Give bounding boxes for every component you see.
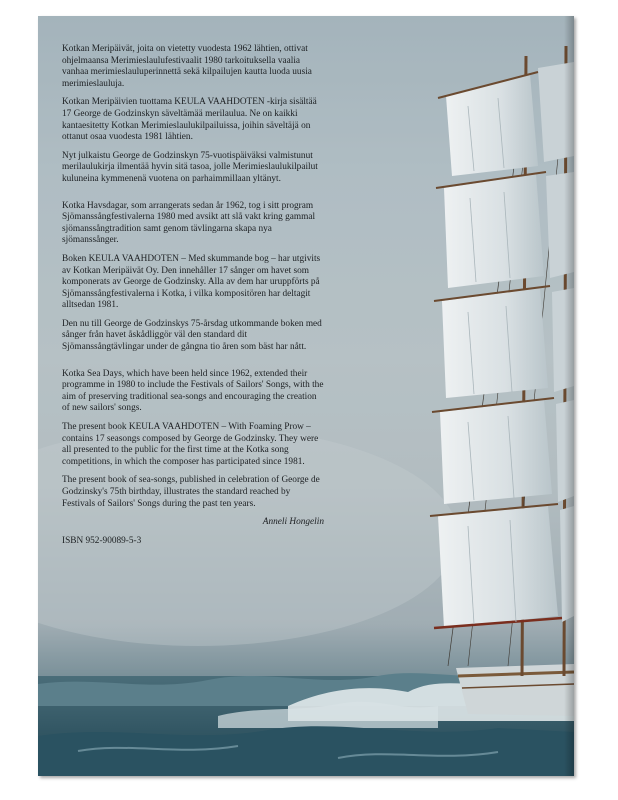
spine-shadow [564, 16, 574, 776]
swedish-paragraph-2: Boken KEULA VAAHDOTEN – Med skummande bog – har utgivits av Kotkan Meripäivät Oy. Den innehåller 17 sånger om havet som komponerats av George de Godzinsky. Alla av dem har uruppförts på Sjömanssångfestivalerna i Kotka, i vilka kompositören har deltagit alltsedan 1981. [62, 253, 321, 311]
finnish-paragraph-1: Kotkan Meripäivät, joita on vietetty vuodesta 1962 lähtien, ottivat ohjelmaansa Merimieslaulufestivaalit 1980 tarkoituksella vaalia vanhaa merimieslauluperinnettä sekä kilpailujen kautta luoda uusia merimieslauluja. [62, 44, 312, 89]
finnish-paragraph-3: Nyt julkaistu George de Godzinskyn 75-vuotispäiväksi valmistunut merilaulukirja ilmentää hyvin sitä tasoa, jolle Merimieslaulukilpailut kuluneina kymmenenä vuotena on parhaimmillaan yltänyt. [62, 150, 318, 184]
swedish-paragraph-3: Den nu till George de Godzinskys 75-årsdag utkommande boken med sånger från havet åskådliggör väl den standard dit Sjömanssångtävlingar under de gångna tio åren som bäst har nått. [62, 318, 322, 353]
english-paragraph-1: Kotka Sea Days, which have been held since 1962, extended their programme in 1980 to include the Festivals of Sailors' Songs, with the aim of preserving traditional sea-songs and encouraging the creation of new sailors' songs. [62, 368, 324, 414]
finnish-paragraph-2: Kotkan Meripäivien tuottama KEULA VAAHDOTEN -kirja sisältää 17 George de Godzinskyn säveltämää merilaulua. Ne on kaikki kantaesitetty Kotkan Merimieslaulukilpailuissa, joihin säveltäjä on ottanut osaa vuodesta 1981 lähtien. [62, 97, 317, 143]
english-paragraph-2: The present book KEULA VAAHDOTEN – With Foaming Prow – contains 17 seasongs composed by George de Godzinsky. They were all presented to the public for the first time at the Kotka song competitions, in which the composer has participated since 1981. [62, 422, 319, 467]
swedish-paragraph-1: Kotka Havsdagar, som arrangerats sedan år 1962, tog i sitt program Sjömanssångfestivalerna 1980 med avsikt att slå vakt kring gammal sjömanssångtradition samt genom tävlingarna skapa nya sjömanssånger. [62, 200, 316, 246]
blurb-text-column [62, 44, 324, 554]
author-signature: Anneli Hongelin [262, 517, 324, 528]
english-paragraph-3: The present book of sea-songs, published in celebration of George de Godzinsky's 75th birthday, illustrates the standard reached by Festivals of Sailors' Songs during the past ten years. [62, 475, 320, 509]
isbn-number: ISBN 952-90089-5-3 [62, 535, 142, 546]
book-back-cover [38, 16, 574, 776]
